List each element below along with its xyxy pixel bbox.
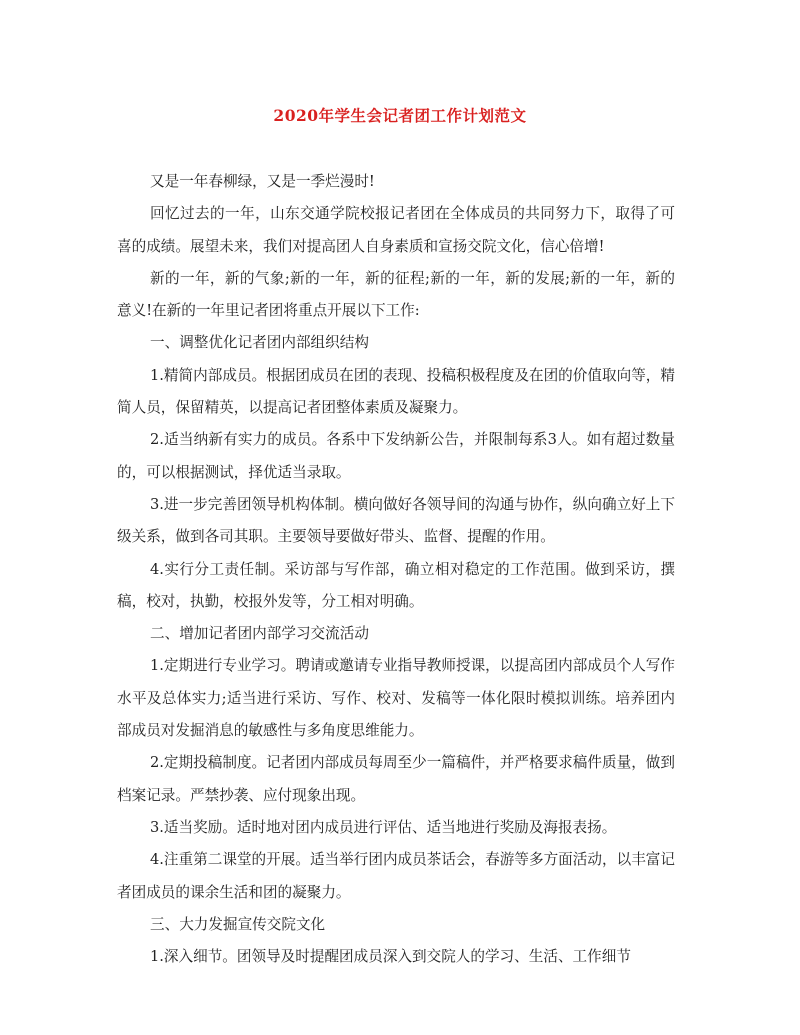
document-title: 2020年学生会记者团工作计划范文 [273, 106, 527, 125]
list-item: 3.进一步完善团领导机构体制。横向做好各领导间的沟通与协作，纵向确立好上下级关系，做到各司其职。主要领导要做好带头、监督、提醒的作用。 [117, 495, 675, 546]
list-item: 2.适当纳新有实力的成员。各系中下发纳新公告，并限制每系3人。如有超过数量的，可以根据测试，择优适当录取。 [117, 431, 675, 481]
list-item: 4.实行分工责任制。采访部与写作部，确立相对稳定的工作范围。做到采访，撰稿，校对，执勤，校报外发等，分工相对明确。 [117, 560, 675, 610]
section-heading-2: 二、增加记者团内部学习交流活动 [150, 625, 369, 643]
paragraph-new-year: 新的一年，新的气象;新的一年，新的征程;新的一年，新的发展;新的一年，新的意义!在新的一年里记者团将重点开展以下工作: [117, 269, 675, 320]
document-body [117, 166, 675, 973]
list-item: 1.深入细节。团领导及时提醒团成员深入到交院人的学习、生活、工作细节 [150, 948, 631, 966]
list-item: 1.精简内部成员。根据团成员在团的表现、投稿积极程度及在团的价值取向等，精简人员，保留精英，以提高记者团整体素质及凝聚力。 [117, 366, 675, 417]
list-item: 4.注重第二课堂的开展。适当举行团内成员茶话会，春游等多方面活动，以丰富记者团成员的课余生活和团的凝聚力。 [117, 851, 675, 901]
section-heading-3: 三、大力发掘宣传交院文化 [150, 915, 326, 933]
list-item: 3.适当奖励。适时地对团内成员进行评估、适当地进行奖励及海报表扬。 [150, 818, 617, 836]
list-item: 2.定期投稿制度。记者团内部成员每周至少一篇稿件，并严格要求稿件质量，做到档案记录。严禁抄袭、应付现象出现。 [117, 754, 675, 804]
paragraph-review: 回忆过去的一年，山东交通学院校报记者团在全体成员的共同努力下，取得了可喜的成绩。展望未来，我们对提高团人自身素质和宣扬交院文化，信心倍增! [117, 205, 675, 255]
paragraph-intro: 又是一年春柳绿，又是一季烂漫时! [150, 173, 375, 190]
section-heading-1: 一、调整优化记者团内部组织结构 [150, 334, 369, 352]
list-item: 1.定期进行专业学习。聘请或邀请专业指导教师授课，以提高团内部成员个人写作水平及总体实力;适当进行采访、写作、校对、发稿等一体化限时模拟训练。培养团内部成员对发掘消息的敏感性与多角度思维能力。 [117, 657, 675, 740]
